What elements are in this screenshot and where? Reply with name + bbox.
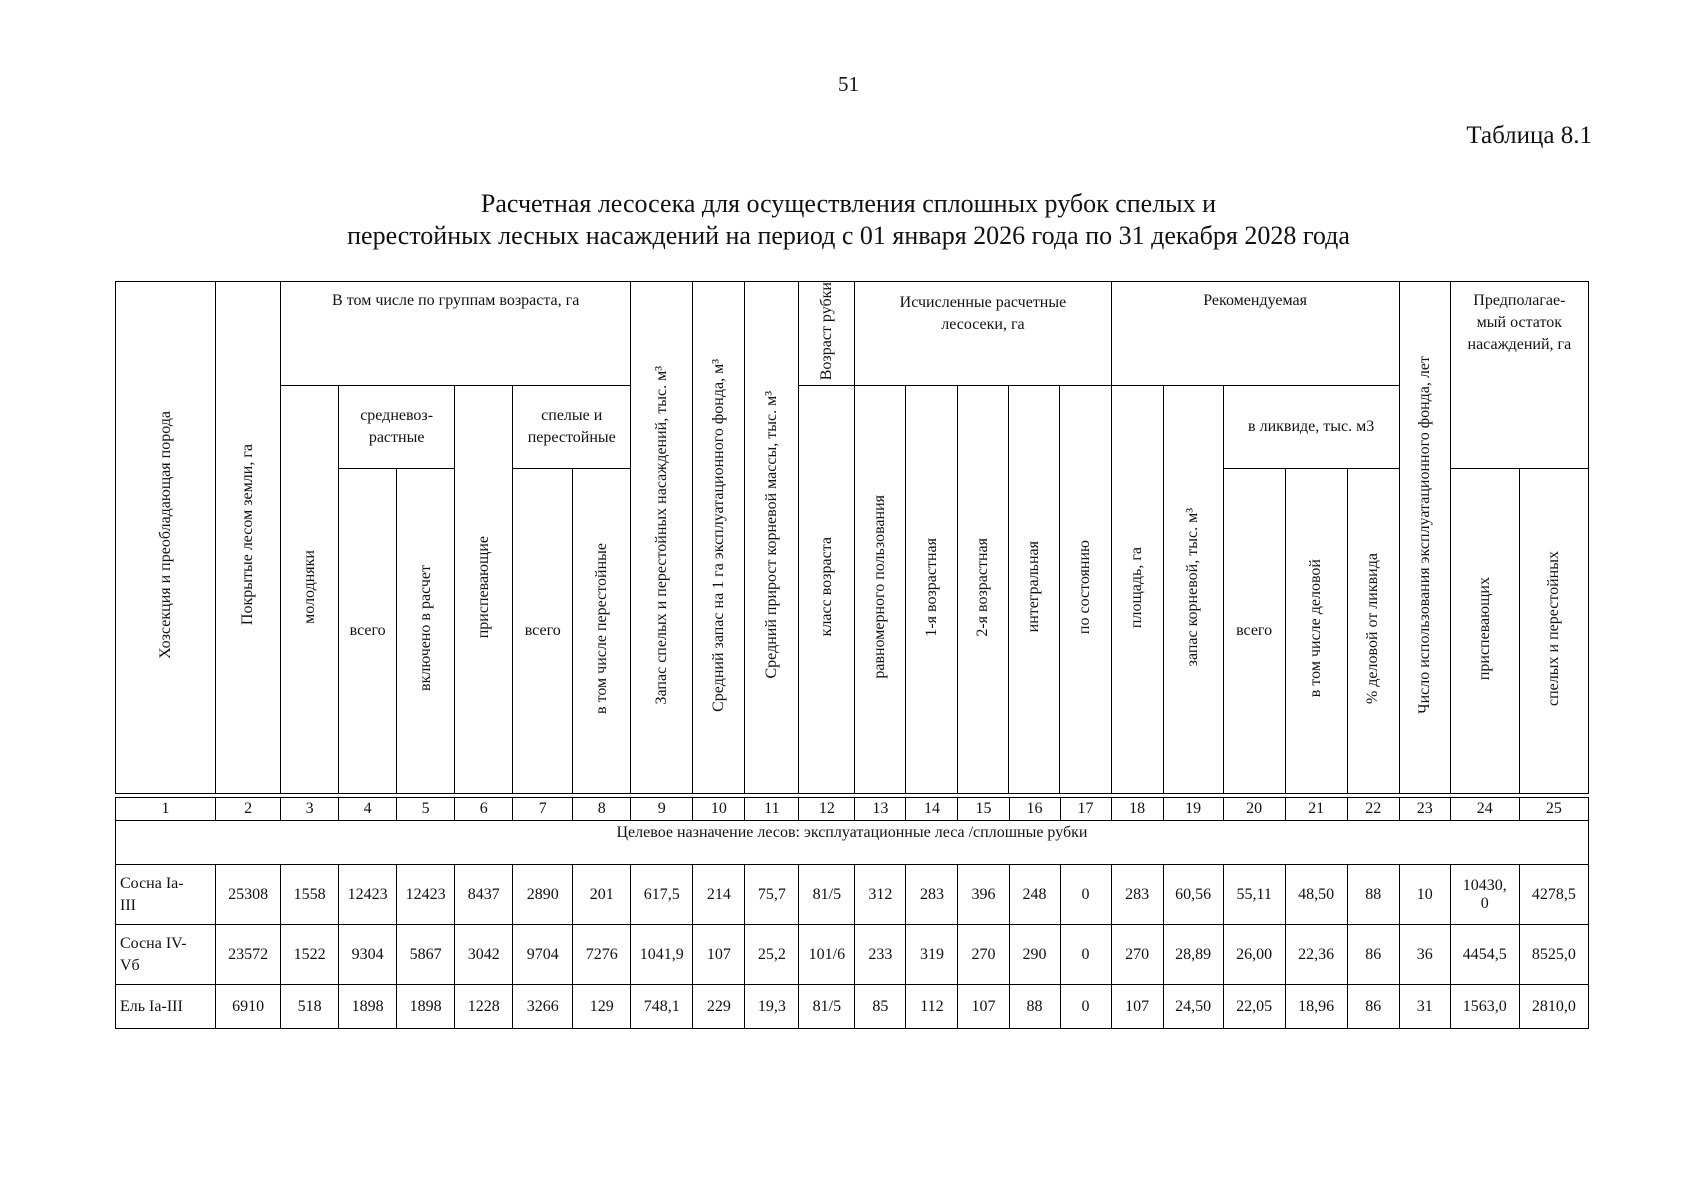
column-number: 12: [799, 798, 855, 821]
header-c22: % деловой от ликвида: [1347, 468, 1399, 793]
column-number: 20: [1223, 798, 1285, 821]
header-c8: в том числе перестойные: [573, 468, 631, 793]
column-number: 17: [1060, 798, 1111, 821]
header-c6: приспевающие: [455, 386, 513, 794]
table-cell: 748,1: [631, 985, 693, 1029]
table-cell: 48,50: [1285, 865, 1347, 925]
table-cell: 0: [1060, 925, 1111, 985]
row-species-line-2: Vб: [120, 956, 140, 974]
table-cell: 3266: [513, 985, 573, 1029]
header-calculated: [855, 282, 1111, 386]
table-cell: 28,89: [1163, 925, 1223, 985]
column-number: 24: [1450, 798, 1519, 821]
header-c18: площадь, га: [1111, 386, 1163, 794]
header-c10: Средний запас на 1 га эксплуатационного фонда, м³: [693, 282, 745, 794]
header-remaining: [1450, 282, 1588, 469]
row-species: [116, 925, 216, 985]
column-number: 4: [339, 798, 397, 821]
header-c14: 1-я возрастная: [906, 386, 958, 794]
table-cell: 9304: [339, 925, 397, 985]
table-row: [116, 865, 1589, 925]
purpose-label: Целевое назначение лесов: эксплуатационные леса /сплошные рубки: [116, 821, 1589, 865]
table-cell: 214: [693, 865, 745, 925]
column-number-row: [116, 798, 1589, 821]
table-cell: 107: [958, 985, 1009, 1029]
table-cell: 1558: [281, 865, 339, 925]
table-title: [0, 188, 1697, 252]
header-calculated-line-2: лесосеки, га: [941, 316, 1025, 333]
header-middle-aged-line-1: средневоз-: [360, 407, 434, 425]
header-recommended: Рекомендуемая: [1111, 282, 1399, 386]
table-cell: 2810,0: [1519, 985, 1588, 1029]
table-cell: 19,3: [745, 985, 799, 1029]
column-number: 7: [513, 798, 573, 821]
header-c9: Запас спелых и перестойных насаждений, тыс. м³: [631, 282, 693, 794]
header-c17: по состоянию: [1060, 386, 1111, 794]
table-cell: 25,2: [745, 925, 799, 985]
header-c2: Покрытые лесом земли, га: [216, 282, 281, 794]
header-c7: всего: [513, 468, 573, 793]
table-cell: 4278,5: [1519, 865, 1588, 925]
table-cell: 233: [855, 925, 906, 985]
table-cell: 4454,5: [1450, 925, 1519, 985]
table-cell: 25308: [216, 865, 281, 925]
table-cell: [1450, 865, 1519, 925]
column-number: 2: [216, 798, 281, 821]
table-cell: 1522: [281, 925, 339, 985]
row-species-line-1: Сосна IV-: [120, 934, 187, 952]
table-cell: 60,56: [1163, 865, 1223, 925]
table-cell: 88: [1347, 865, 1399, 925]
column-number: 19: [1163, 798, 1223, 821]
table-cell: 1228: [455, 985, 513, 1029]
header-middle-aged: [339, 386, 455, 469]
table-cell: 81/5: [799, 865, 855, 925]
table-cell: 86: [1347, 925, 1399, 985]
table-cell: 75,7: [745, 865, 799, 925]
table-cell: 22,05: [1223, 985, 1285, 1029]
table-cell: 22,36: [1285, 925, 1347, 985]
header-felling-age: Возраст рубки: [799, 282, 855, 386]
header-c19: запас корневой, тыс. м³: [1163, 386, 1223, 794]
table-cell: 312: [855, 865, 906, 925]
table-cell: 290: [1009, 925, 1060, 985]
header-c21: в том числе деловой: [1285, 468, 1347, 793]
table-cell: 319: [906, 925, 958, 985]
table-cell: 10: [1399, 865, 1450, 925]
header-c12: класс возраста: [799, 386, 855, 794]
table-cell: 18,96: [1285, 985, 1347, 1029]
column-number: 1: [116, 798, 216, 821]
table-cell: 9704: [513, 925, 573, 985]
column-number: 5: [397, 798, 455, 821]
title-line-1: Расчетная лесосека для осуществления сплошных рубок спелых и: [480, 189, 1217, 218]
purpose-row: [116, 821, 1589, 865]
table-row: [116, 985, 1589, 1029]
table-cell: 12423: [397, 865, 455, 925]
table-cell: 107: [1111, 985, 1163, 1029]
table-cell: 6910: [216, 985, 281, 1029]
cell-line-1: 10430,: [1462, 876, 1507, 894]
table-cell: 101/6: [799, 925, 855, 985]
table-cell: 0: [1060, 985, 1111, 1029]
page-number: 51: [838, 72, 859, 96]
table-cell: 270: [958, 925, 1009, 985]
header-c5: включено в расчет: [397, 468, 455, 793]
table-cell: 2890: [513, 865, 573, 925]
column-number: 14: [906, 798, 958, 821]
column-number: 9: [631, 798, 693, 821]
header-c16: интегральная: [1009, 386, 1060, 794]
header-remaining-line-1: Предполагае-: [1473, 292, 1566, 309]
table-cell: 8437: [455, 865, 513, 925]
header-mature-line-2: перестойные: [527, 429, 616, 447]
header-remaining-line-2: мый остаток: [1476, 314, 1563, 331]
table-cell: 1563,0: [1450, 985, 1519, 1029]
column-number: 23: [1399, 798, 1450, 821]
table-cell: 3042: [455, 925, 513, 985]
column-number: 10: [693, 798, 745, 821]
table-row: [116, 925, 1589, 985]
header-c24: приспевающих: [1450, 468, 1519, 793]
table-cell: 1041,9: [631, 925, 693, 985]
table-cell: 24,50: [1163, 985, 1223, 1029]
row-species-line-2: III: [120, 896, 136, 914]
header-c25: спелых и перестойных: [1519, 468, 1588, 793]
table-cell: 0: [1060, 865, 1111, 925]
column-number: 6: [455, 798, 513, 821]
table-cell: 518: [281, 985, 339, 1029]
column-number: 16: [1009, 798, 1060, 821]
table-cell: 8525,0: [1519, 925, 1588, 985]
table-cell: 5867: [397, 925, 455, 985]
header-table: [115, 281, 1589, 794]
header-c4: всего: [339, 468, 397, 793]
column-number: 25: [1519, 798, 1588, 821]
column-number: 3: [281, 798, 339, 821]
header-c15: 2-я возрастная: [958, 386, 1009, 794]
table-cell: 112: [906, 985, 958, 1029]
header-c20: всего: [1223, 468, 1285, 793]
table-cell: 88: [1009, 985, 1060, 1029]
header-middle-aged-line-2: растные: [368, 429, 425, 447]
header-remaining-line-3: насаждений, га: [1467, 336, 1572, 353]
table-cell: 129: [573, 985, 631, 1029]
header-c1: Хозсекция и преобладающая порода: [116, 282, 216, 794]
column-number: 13: [855, 798, 906, 821]
table-cell: 617,5: [631, 865, 693, 925]
table-cell: 1898: [339, 985, 397, 1029]
row-species-line-1: Сосна Iа-: [120, 874, 184, 892]
header-mature-line-1: спелые и: [541, 407, 603, 425]
column-number: 8: [573, 798, 631, 821]
row-species: [116, 865, 216, 925]
table-cell: 36: [1399, 925, 1450, 985]
header-c23: Число использования эксплуатационного фонда, лет: [1399, 282, 1450, 794]
table-cell: 107: [693, 925, 745, 985]
table-cell: 396: [958, 865, 1009, 925]
table-cell: 248: [1009, 865, 1060, 925]
table-cell: 283: [906, 865, 958, 925]
table-cell: 31: [1399, 985, 1450, 1029]
column-number: 22: [1347, 798, 1399, 821]
column-number: 15: [958, 798, 1009, 821]
data-table: [115, 797, 1589, 1029]
table-cell: 201: [573, 865, 631, 925]
table-cell: 26,00: [1223, 925, 1285, 985]
column-number: 18: [1111, 798, 1163, 821]
column-number: 21: [1285, 798, 1347, 821]
table-label: Таблица 8.1: [1466, 122, 1592, 149]
table-cell: 23572: [216, 925, 281, 985]
table-cell: 229: [693, 985, 745, 1029]
header-mature: [513, 386, 631, 469]
title-line-2: перестойных лесных насаждений на период с 01 января 2026 года по 31 декабря 2028 года: [347, 221, 1350, 250]
header-liquid: в ликвиде, тыс. м3: [1223, 386, 1399, 469]
table-cell: 12423: [339, 865, 397, 925]
table-cell: 270: [1111, 925, 1163, 985]
header-age-groups: В том числе по группам возраста, га: [281, 282, 631, 386]
table-cell: 81/5: [799, 985, 855, 1029]
cell-line-2: 0: [1480, 894, 1489, 912]
table-cell: 283: [1111, 865, 1163, 925]
table-cell: 55,11: [1223, 865, 1285, 925]
header-c13: равномерного пользования: [855, 386, 906, 794]
header-c11: Средний прирост корневой массы, тыс. м³: [745, 282, 799, 794]
column-number: 11: [745, 798, 799, 821]
table-cell: 85: [855, 985, 906, 1029]
row-species: Ель Iа-III: [116, 985, 216, 1029]
table-cell: 86: [1347, 985, 1399, 1029]
header-c3: молодняки: [281, 386, 339, 794]
table-cell: 1898: [397, 985, 455, 1029]
table-cell: 7276: [573, 925, 631, 985]
header-calculated-line-1: Исчисленные расчетные: [899, 294, 1067, 311]
